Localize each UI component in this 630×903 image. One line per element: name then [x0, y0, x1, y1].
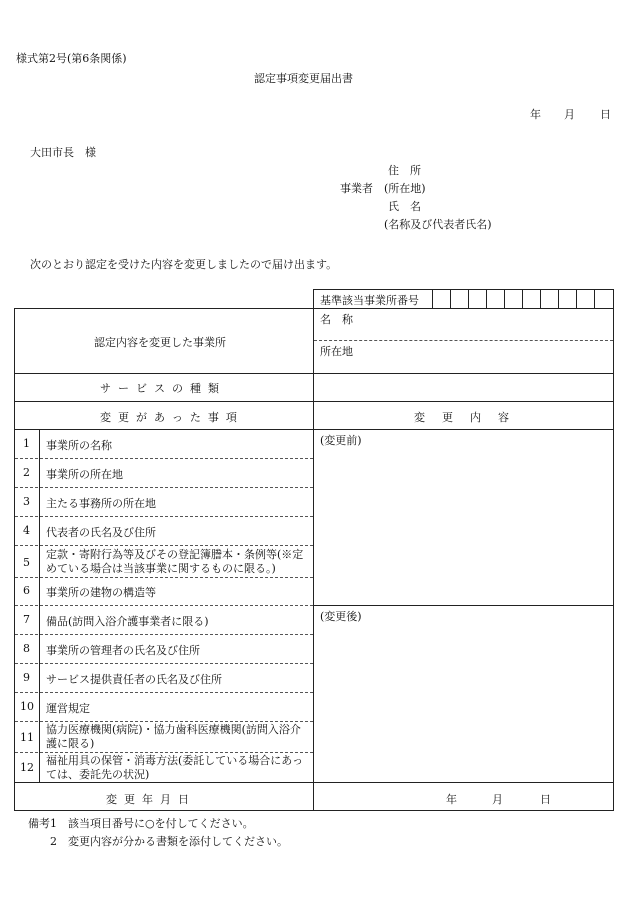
document-title: 認定事項変更届出書: [254, 72, 353, 85]
item-text: 備品(訪問入浴介護事業者に限る): [46, 615, 209, 628]
item-number: 6: [23, 584, 30, 597]
item-text: 主たる事務所の所在地: [46, 497, 156, 510]
row-divider: [15, 721, 313, 722]
row-divider: [15, 663, 313, 664]
intro-text: 次のとおり認定を受けた内容を変更しましたので届け出ます。: [30, 258, 338, 271]
applicant-name-sub: (名称及び代表者氏名): [384, 218, 492, 231]
item-text: 事業所の建物の構造等: [46, 586, 156, 599]
table-line: [14, 308, 15, 810]
applicant-role-label: 事業者: [340, 182, 373, 195]
date-day-label: 日: [600, 108, 611, 121]
changed-items-header: 変更があった事項: [100, 411, 244, 424]
table-line: [14, 810, 614, 811]
change-date-label: 変更年月日: [106, 793, 196, 806]
change-date-day: 日: [540, 793, 551, 806]
item-text: 事業所の所在地: [46, 468, 123, 481]
item-number: 1: [23, 437, 30, 450]
row-divider: [15, 752, 313, 753]
form-number: 様式第2号(第6条関係): [16, 52, 127, 65]
change-date-month: 月: [492, 793, 503, 806]
office-number-label: 基準該当事業所番号: [320, 294, 419, 307]
table-line: [613, 289, 614, 810]
item-number: 8: [23, 642, 30, 655]
before-label: (変更前): [320, 434, 362, 447]
row-divider: [15, 634, 313, 635]
item-text: 協力医療機関(病院)・協力歯科医療機関(訪問入浴介護に限る): [46, 723, 301, 750]
service-type-label: サービスの種類: [100, 382, 226, 395]
item-text: 事業所の名称: [46, 439, 112, 452]
row-divider: [15, 516, 313, 517]
applicant-address-sub: (所在地): [384, 182, 426, 195]
item-number: 12: [20, 761, 34, 774]
row-divider: [15, 577, 313, 578]
table-line: [432, 289, 433, 308]
before-after-divider: [313, 605, 614, 606]
item-text: 運営規定: [46, 702, 90, 715]
item-text: 事業所の管理者の氏名及び住所: [46, 644, 200, 657]
table-line: [14, 401, 614, 402]
table-line: [14, 782, 614, 783]
item-number: 10: [20, 700, 34, 713]
date-month-label: 月: [564, 108, 575, 121]
row-divider: [15, 545, 313, 546]
table-line: [14, 429, 614, 430]
note-1: 備考1 該当項目番号に○を付してください。: [28, 817, 254, 830]
item-text: 代表者の氏名及び住所: [46, 526, 156, 539]
item-text: 定款・寄附行為等及びその登記簿謄本・条例等(※定めている場合は当該事業に関するものに限る。): [46, 548, 304, 575]
item-number: 11: [20, 731, 34, 744]
item-number: 4: [23, 524, 30, 537]
office-label: 認定内容を変更した事業所: [94, 336, 226, 349]
change-date-year: 年: [446, 793, 457, 806]
item-text: 福祉用具の保管・消毒方法(委託している場合にあっては、委託先の状況): [46, 754, 304, 781]
row-divider: [15, 692, 313, 693]
table-line: [14, 373, 614, 374]
applicant-address-label: 住 所: [388, 164, 421, 177]
office-divider: [314, 340, 613, 341]
item-number: 7: [23, 613, 30, 626]
applicant-name-label: 氏 名: [388, 200, 421, 213]
date-year-label: 年: [530, 108, 541, 121]
table-line: [313, 289, 314, 810]
item-number: 5: [23, 556, 30, 569]
item-number: 9: [23, 671, 30, 684]
office-location-label: 所在地: [320, 345, 353, 358]
item-number: 2: [23, 466, 30, 479]
item-text: サービス提供責任者の氏名及び住所: [46, 673, 222, 686]
table-line: [14, 308, 614, 309]
row-divider: [15, 458, 313, 459]
item-number: 3: [23, 495, 30, 508]
after-label: (変更後): [320, 610, 362, 623]
office-name-label: 名 称: [320, 313, 353, 326]
row-divider: [15, 487, 313, 488]
table-line: [313, 289, 614, 290]
addressee: 大田市長 様: [30, 146, 96, 159]
note-2: 2 変更内容が分かる書類を添付してください。: [50, 835, 288, 848]
row-divider: [15, 605, 313, 606]
change-content-header: 変 更 内 容: [414, 411, 512, 424]
